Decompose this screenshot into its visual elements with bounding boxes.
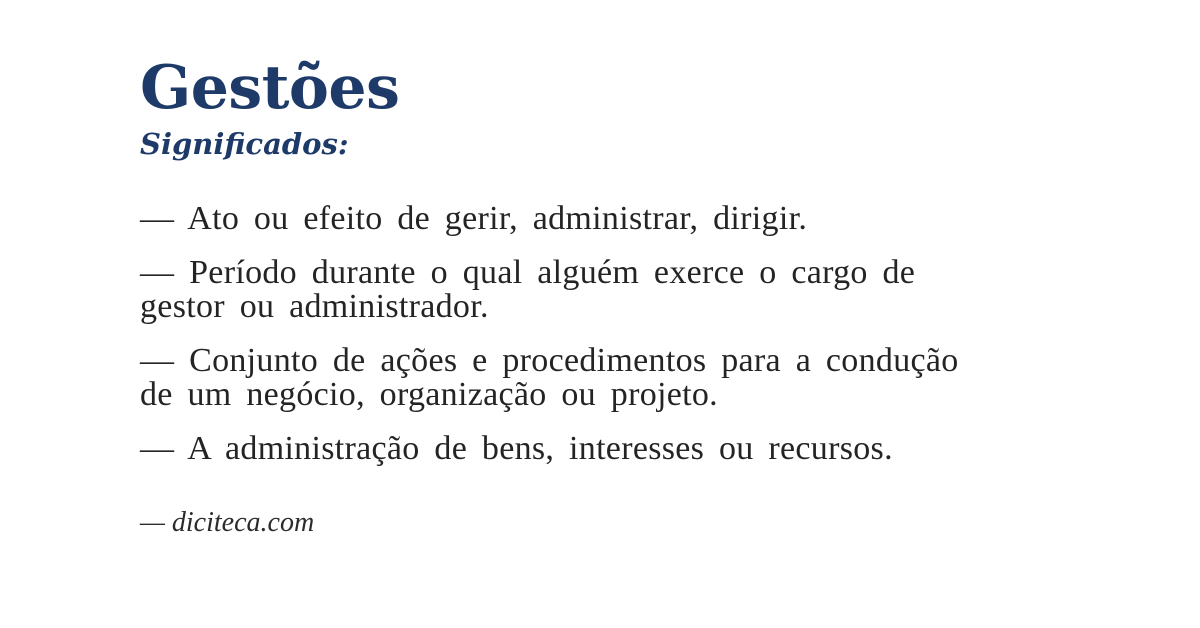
meanings-subtitle: Significados: (140, 127, 349, 161)
definition-item-4: — A administração de bens, interesses ou recursos. (140, 429, 893, 467)
definition-item-3: — Conjunto de ações e procedimentos para a condução de um negócio, organização ou projeto. (140, 341, 959, 413)
definitions-list (140, 199, 980, 467)
word-title: Gestões (140, 53, 400, 123)
definition-item-2: — Período durante o qual alguém exerce o cargo de gestor ou administrador. (140, 253, 916, 325)
definition-item-1: — Ato ou efeito de gerir, administrar, dirigir. (140, 199, 808, 237)
source-attribution: — diciteca.com (140, 506, 315, 538)
